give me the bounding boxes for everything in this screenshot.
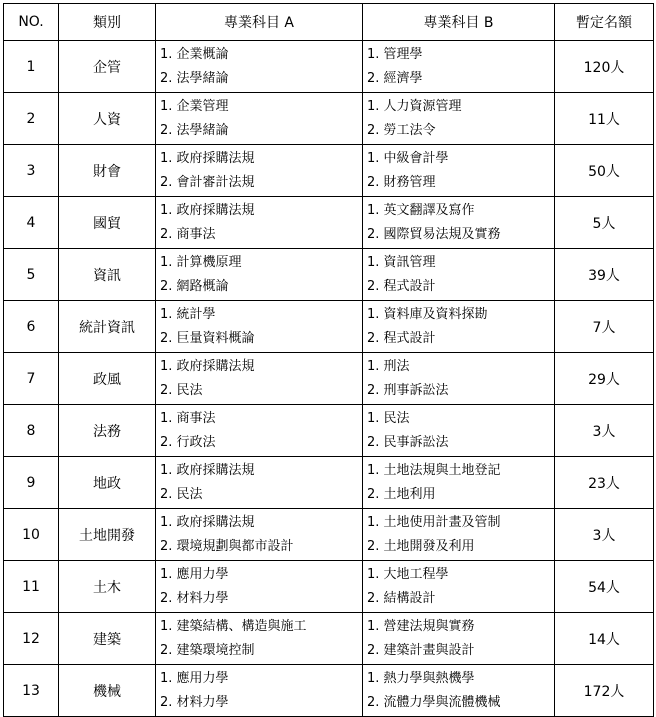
category-cell: 政風 xyxy=(59,353,156,405)
quota-cell: 7人 xyxy=(555,301,654,353)
table-row xyxy=(4,405,654,457)
quota-cell: 14人 xyxy=(555,613,654,665)
subject-b-item: 2. 勞工法令 xyxy=(367,122,436,138)
subject-b-cell xyxy=(363,145,555,197)
header-no: NO. xyxy=(4,4,59,41)
subject-a-cell xyxy=(156,197,363,249)
subject-b-item: 1. 刑法 xyxy=(367,358,410,374)
row-number: 3 xyxy=(4,145,59,197)
header-subject-b: 專業科目 B xyxy=(363,4,555,41)
header-row xyxy=(4,4,654,41)
subject-a-cell xyxy=(156,145,363,197)
category-cell: 國貿 xyxy=(59,197,156,249)
subject-a-cell xyxy=(156,405,363,457)
header-category: 類別 xyxy=(59,4,156,41)
quota-cell: 120人 xyxy=(555,41,654,93)
table-row xyxy=(4,249,654,301)
subject-a-item: 2. 會計審計法規 xyxy=(160,174,255,190)
row-number: 7 xyxy=(4,353,59,405)
quota-cell: 29人 xyxy=(555,353,654,405)
subject-b-item: 1. 熱力學與熱機學 xyxy=(367,670,475,686)
subject-b-item: 1. 中級會計學 xyxy=(367,150,449,166)
subject-a-item: 2. 行政法 xyxy=(160,434,216,450)
header-quota: 暫定名額 xyxy=(555,4,654,41)
table-row xyxy=(4,93,654,145)
subject-b-cell xyxy=(363,353,555,405)
subject-a-item: 1. 企業概論 xyxy=(160,46,229,62)
subject-a-cell xyxy=(156,457,363,509)
subject-a-item: 1. 建築結構、構造與施工 xyxy=(160,618,307,634)
quota-cell: 11人 xyxy=(555,93,654,145)
subject-a-item: 2. 網路概論 xyxy=(160,278,229,294)
category-cell: 人資 xyxy=(59,93,156,145)
subject-a-cell xyxy=(156,41,363,93)
subject-b-item: 1. 人力資源管理 xyxy=(367,98,462,114)
row-number: 11 xyxy=(4,561,59,613)
subject-b-item: 2. 經濟學 xyxy=(367,70,423,86)
subject-a-item: 2. 民法 xyxy=(160,486,203,502)
subject-a-item: 1. 計算機原理 xyxy=(160,254,242,270)
table-row xyxy=(4,145,654,197)
subject-a-cell xyxy=(156,613,363,665)
subject-b-item: 1. 大地工程學 xyxy=(367,566,449,582)
table-row xyxy=(4,353,654,405)
subject-b-item: 1. 土地使用計畫及管制 xyxy=(367,514,501,530)
subject-a-item: 1. 政府採購法規 xyxy=(160,150,255,166)
subject-a-item: 1. 應用力學 xyxy=(160,566,229,582)
category-cell: 土地開發 xyxy=(59,509,156,561)
row-number: 9 xyxy=(4,457,59,509)
subject-b-item: 2. 建築計畫與設計 xyxy=(367,642,475,658)
subject-b-item: 1. 管理學 xyxy=(367,46,423,62)
quota-cell: 3人 xyxy=(555,509,654,561)
table-row xyxy=(4,457,654,509)
subject-a-item: 2. 材料力學 xyxy=(160,694,229,710)
subject-a-item: 1. 政府採購法規 xyxy=(160,514,255,530)
subject-a-item: 1. 政府採購法規 xyxy=(160,462,255,478)
subject-b-cell xyxy=(363,301,555,353)
subject-a-item: 1. 政府採購法規 xyxy=(160,202,255,218)
subject-b-item: 1. 民法 xyxy=(367,410,410,426)
subject-a-item: 2. 法學緒論 xyxy=(160,70,229,86)
table-row xyxy=(4,301,654,353)
subject-a-cell xyxy=(156,509,363,561)
subject-b-item: 2. 流體力學與流體機械 xyxy=(367,694,501,710)
subject-b-item: 2. 土地開發及利用 xyxy=(367,538,475,554)
category-cell: 建築 xyxy=(59,613,156,665)
subject-a-cell xyxy=(156,665,363,717)
subject-a-cell xyxy=(156,93,363,145)
subject-b-cell xyxy=(363,249,555,301)
subject-b-item: 1. 資訊管理 xyxy=(367,254,436,270)
subject-a-item: 1. 應用力學 xyxy=(160,670,229,686)
subject-b-item: 1. 營建法規與實務 xyxy=(367,618,475,634)
quota-cell: 39人 xyxy=(555,249,654,301)
table-row xyxy=(4,561,654,613)
row-number: 12 xyxy=(4,613,59,665)
subject-b-item: 1. 資料庫及資料探勘 xyxy=(367,306,488,322)
subject-b-item: 1. 英文翻譯及寫作 xyxy=(367,202,475,218)
table-row xyxy=(4,613,654,665)
row-number: 13 xyxy=(4,665,59,717)
subject-b-item: 2. 刑事訴訟法 xyxy=(367,382,449,398)
category-cell: 法務 xyxy=(59,405,156,457)
subject-b-item: 2. 民事訴訟法 xyxy=(367,434,449,450)
category-cell: 資訊 xyxy=(59,249,156,301)
subject-b-cell xyxy=(363,665,555,717)
quota-cell: 5人 xyxy=(555,197,654,249)
subject-b-cell xyxy=(363,41,555,93)
category-cell: 財會 xyxy=(59,145,156,197)
subject-b-item: 1. 土地法規與土地登記 xyxy=(367,462,501,478)
subject-a-item: 2. 民法 xyxy=(160,382,203,398)
row-number: 8 xyxy=(4,405,59,457)
subject-b-cell xyxy=(363,561,555,613)
subject-a-item: 2. 材料力學 xyxy=(160,590,229,606)
row-number: 10 xyxy=(4,509,59,561)
subject-a-cell xyxy=(156,353,363,405)
subject-b-item: 2. 結構設計 xyxy=(367,590,436,606)
row-number: 4 xyxy=(4,197,59,249)
row-number: 2 xyxy=(4,93,59,145)
subject-a-item: 2. 商事法 xyxy=(160,226,216,242)
table-row xyxy=(4,41,654,93)
subject-a-item: 1. 統計學 xyxy=(160,306,216,322)
header-subject-a: 專業科目 A xyxy=(156,4,363,41)
subject-b-cell xyxy=(363,457,555,509)
quota-cell: 50人 xyxy=(555,145,654,197)
category-cell: 土木 xyxy=(59,561,156,613)
subject-a-cell xyxy=(156,249,363,301)
quota-cell: 172人 xyxy=(555,665,654,717)
quota-cell: 3人 xyxy=(555,405,654,457)
subject-b-item: 2. 國際貿易法規及實務 xyxy=(367,226,501,242)
table-row xyxy=(4,197,654,249)
exam-subjects-table xyxy=(3,3,654,717)
subject-b-cell xyxy=(363,93,555,145)
table-row xyxy=(4,665,654,717)
quota-cell: 54人 xyxy=(555,561,654,613)
subject-a-item: 2. 法學緒論 xyxy=(160,122,229,138)
subject-a-cell xyxy=(156,561,363,613)
subject-a-item: 2. 巨量資料概論 xyxy=(160,330,255,346)
row-number: 5 xyxy=(4,249,59,301)
subject-a-item: 1. 企業管理 xyxy=(160,98,229,114)
subject-b-item: 2. 程式設計 xyxy=(367,278,436,294)
category-cell: 企管 xyxy=(59,41,156,93)
subject-a-item: 1. 政府採購法規 xyxy=(160,358,255,374)
subject-a-item: 2. 環境規劃與都市設計 xyxy=(160,538,294,554)
subject-a-item: 1. 商事法 xyxy=(160,410,216,426)
table-row xyxy=(4,509,654,561)
category-cell: 統計資訊 xyxy=(59,301,156,353)
subject-b-cell xyxy=(363,197,555,249)
subject-b-item: 2. 程式設計 xyxy=(367,330,436,346)
subject-b-cell xyxy=(363,405,555,457)
subject-b-cell xyxy=(363,613,555,665)
row-number: 6 xyxy=(4,301,59,353)
category-cell: 地政 xyxy=(59,457,156,509)
quota-cell: 23人 xyxy=(555,457,654,509)
subject-a-cell xyxy=(156,301,363,353)
category-cell: 機械 xyxy=(59,665,156,717)
table-body xyxy=(4,41,654,717)
subject-b-cell xyxy=(363,509,555,561)
subject-b-item: 2. 土地利用 xyxy=(367,486,436,502)
subject-b-item: 2. 財務管理 xyxy=(367,174,436,190)
subject-a-item: 2. 建築環境控制 xyxy=(160,642,255,658)
row-number: 1 xyxy=(4,41,59,93)
